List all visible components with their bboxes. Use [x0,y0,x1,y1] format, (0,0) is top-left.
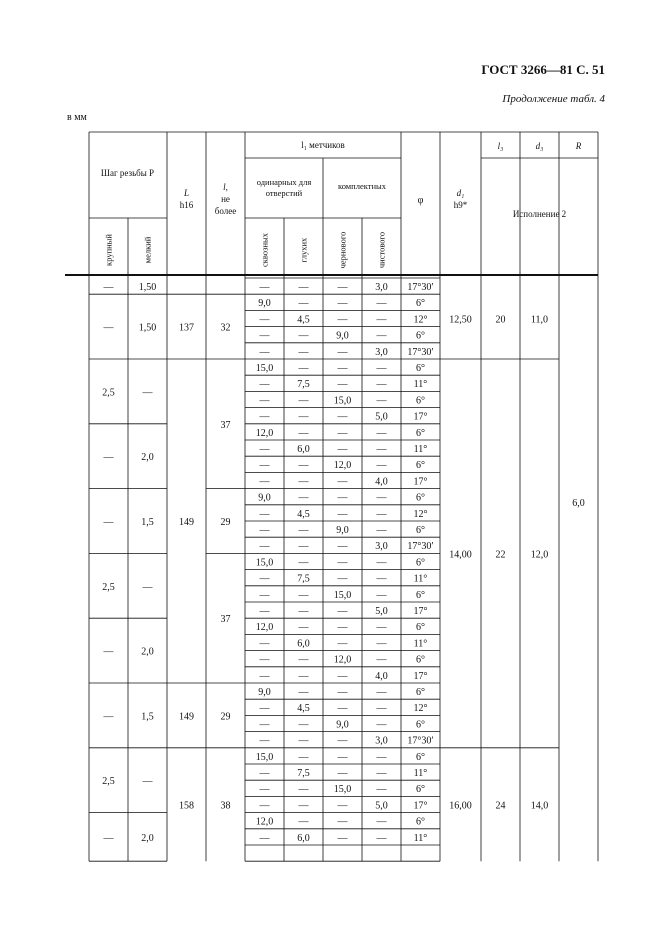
cell-finish: — [376,508,387,520]
cell-fine: 2,0 [141,646,154,658]
cell-through: — [259,346,270,358]
cell-phi: 6° [416,557,425,569]
l-header-2: не [221,194,230,204]
cell-blind: — [298,476,309,488]
page-title: ГОСТ 3266—81 С. 51 [481,62,605,77]
cell-finish: — [376,768,387,779]
cell-blind: — [298,622,309,634]
cell-rough: 15,0 [333,589,352,601]
complete-header: комплектных [338,181,386,191]
cell-through: — [259,541,270,553]
cell-blind: — [298,751,309,763]
cell-rough: — [337,751,348,763]
cell-through: — [259,735,270,747]
cell-through: — [259,411,270,423]
cell-finish: — [376,444,387,455]
cell-blind: — [298,460,309,472]
cell-blind: — [298,525,309,536]
cell-phi: 12° [413,508,428,520]
cell-through: — [259,395,270,407]
cell-finish: — [376,395,387,407]
cell-finish: — [376,363,387,374]
units-label: в мм [67,112,87,123]
cell-blind: — [298,346,309,358]
cell-through: 12,0 [255,427,274,439]
cell-phi: 17°30′ [407,541,434,553]
cell-finish: — [376,638,387,650]
cell-blind: — [298,654,309,666]
l-header: l, [223,182,228,192]
rough-header: чернового [337,231,348,269]
cell-phi: 17° [413,476,428,488]
cell-blind: — [298,687,309,698]
cell-finish: — [376,557,387,569]
cell-finish: — [376,816,387,828]
cell-blind: — [298,557,309,569]
cell-rough: — [337,411,348,423]
blind-header: глухих [298,237,309,263]
cell-phi: 6° [416,816,425,828]
cell-rough: — [337,816,348,828]
cell-rough: 15,0 [333,395,352,407]
cell-phi: 11° [413,832,428,844]
cell-finish: — [376,573,387,585]
cell-rough: — [337,557,348,569]
cell-coarse: — [103,322,114,334]
cell-through: — [259,525,270,536]
cell-blind: — [298,411,309,423]
cell-rough: — [337,492,348,504]
cell-rough: — [337,508,348,520]
cell-rough: — [337,573,348,585]
cell-rough: — [337,687,348,698]
d1-header: d₁ [456,188,465,198]
cell-through: — [259,784,270,796]
cell-l: 29 [220,517,231,528]
cell-phi: 6° [416,654,425,666]
cell-through: — [259,654,270,666]
cell-through: — [259,460,270,472]
cell-rough: — [337,606,348,617]
cell-blind: — [298,735,309,747]
pitch-group-header: Шаг резьбы P [100,168,155,178]
cell-rough: — [337,670,348,682]
cell-phi: 6° [416,427,425,439]
cell-blind: 6,0 [297,638,310,650]
cell-rough: — [337,346,348,358]
cell-coarse: 2,5 [102,387,115,399]
cell-l3: 24 [495,800,506,812]
cell-L: 149 [179,711,194,723]
cell-blind: — [298,670,309,682]
cell-finish: — [376,298,387,310]
cell-phi: 17° [413,606,428,617]
cell-phi: 6° [416,492,425,504]
d1-sub-header: h9* [453,200,468,210]
cell-through: — [259,379,270,391]
cell-finish: — [376,622,387,634]
cell-phi: 17°30′ [407,735,434,747]
cell-phi: 6° [416,330,425,342]
cell-finish: — [376,589,387,601]
cell-through: — [259,768,270,779]
cell-finish: — [376,719,387,731]
L-sub-header: h16 [179,200,194,210]
cell-finish: — [376,427,387,439]
cell-blind: — [298,492,309,504]
l1-group-header: l₁ метчиков [301,140,345,150]
cell-finish: — [376,784,387,796]
cell-rough: — [337,363,348,374]
cell-d1: 12,50 [449,314,472,326]
cell-d3: 11,0 [530,314,549,326]
cell-rough: 9,0 [336,719,349,731]
cell-phi: 12° [413,314,428,326]
cell-rough: 9,0 [336,525,349,536]
cell-finish: — [376,751,387,763]
cell-through: — [259,508,270,520]
cell-blind: 4,5 [297,703,310,715]
cell-finish: 4,0 [375,476,388,488]
cell-phi: 11° [413,768,428,779]
cell-through: — [259,314,270,326]
cell-phi: 11° [413,444,428,455]
cell-rough: — [337,832,348,844]
cell-rough: — [337,735,348,747]
cell-l: 38 [220,800,231,812]
cell-rough: 15,0 [333,784,352,796]
l-header-3: более [214,206,237,216]
fine-header: мелкий [142,236,153,264]
cell-l: 29 [220,711,231,723]
cell-rough: 9,0 [336,330,349,342]
cell-coarse: 2,5 [102,581,115,593]
cell-rough: — [337,427,348,439]
execution-header: Исполнение 2 [512,209,567,219]
cell-rough: 12,0 [333,654,352,666]
cell-fine: — [142,581,153,593]
cell-finish: — [376,525,387,536]
cell-l3: 20 [495,314,506,326]
cell-fine: — [142,387,153,399]
cell-blind: 4,5 [297,314,310,326]
cell-phi: 11° [413,379,428,391]
cell-fine: 1,5 [141,517,154,528]
cell-phi: 11° [413,638,428,650]
cell-rough: — [337,703,348,715]
cell-phi: 6° [416,687,425,698]
single-header-2: отверстий [265,188,303,198]
cell-coarse: — [103,646,114,658]
single-header: одинарных для [256,177,312,187]
cell-d1: 14,00 [449,549,472,561]
cell-coarse: — [103,517,114,528]
cell-phi: 6° [416,298,425,310]
cell-through: — [259,589,270,601]
cell-rough: — [337,768,348,779]
cell-blind: — [298,589,309,601]
cell-rough: — [337,379,348,391]
cell-fine: 1,50 [138,282,157,293]
cell-rough: — [337,638,348,650]
cell-l: 32 [220,322,231,334]
cell-phi: 11° [413,573,428,585]
cell-through: — [259,330,270,342]
cell-finish: — [376,460,387,472]
cell-phi: 6° [416,363,425,374]
cell-blind: 6,0 [297,444,310,455]
cell-coarse: — [103,282,114,293]
cell-rough: — [337,476,348,488]
cell-blind: — [298,719,309,731]
cell-blind: — [298,541,309,553]
cell-through: — [259,476,270,488]
cell-finish: — [376,330,387,342]
cell-finish: 5,0 [375,800,388,812]
cell-through: 15,0 [255,557,274,569]
cell-coarse: — [103,711,114,723]
cell-blind: 7,5 [297,768,310,779]
cell-through: — [259,282,270,293]
cell-d3: 12,0 [530,549,549,561]
cell-phi: 17°30′ [407,282,434,293]
R-header: R [575,141,582,151]
cell-finish: — [376,703,387,715]
cell-finish: 3,0 [375,541,388,553]
cell-L: 149 [179,517,194,528]
cell-R: 6,0 [572,497,585,509]
cell-fine: 2,0 [141,832,154,844]
cell-through: 9,0 [258,298,271,310]
cell-blind: — [298,298,309,310]
cell-blind: — [298,330,309,342]
through-header: сквозных [259,233,270,267]
l3-header: l₃ [497,141,504,151]
cell-d1: 16,00 [449,800,472,812]
cell-finish: — [376,379,387,391]
cell-l: 37 [220,419,231,431]
cell-finish: 5,0 [375,411,388,423]
cell-phi: 6° [416,751,425,763]
d3-header: d₃ [535,141,544,151]
cell-phi: 6° [416,784,425,796]
cell-through: — [259,670,270,682]
cell-rough: 12,0 [333,460,352,472]
cell-finish: — [376,492,387,504]
cell-through: 9,0 [258,492,271,504]
cell-rough: — [337,282,348,293]
cell-through: — [259,444,270,455]
coarse-header: крупный [103,234,114,266]
cell-blind: — [298,282,309,293]
cell-phi: 17° [413,411,428,423]
cell-coarse: — [103,452,114,464]
cell-rough: — [337,298,348,310]
cell-blind: — [298,784,309,796]
cell-through: — [259,719,270,731]
cell-blind: — [298,427,309,439]
cell-rough: — [337,444,348,455]
cell-l: 37 [220,614,231,626]
cell-finish: — [376,687,387,698]
cell-blind: — [298,800,309,812]
cell-through: — [259,800,270,812]
cell-finish: 4,0 [375,670,388,682]
cell-phi: 12° [413,703,428,715]
cell-phi: 17° [413,670,428,682]
cell-phi: 6° [416,460,425,472]
cell-blind: — [298,395,309,407]
cell-blind: 7,5 [297,379,310,391]
cell-coarse: 2,5 [102,776,115,788]
cell-d3: 14,0 [530,800,549,812]
cell-through: 15,0 [255,363,274,374]
cell-phi: 17° [413,800,428,812]
cell-phi: 17°30′ [407,346,434,358]
cell-through: — [259,703,270,715]
cell-fine: — [142,776,153,788]
cell-through: 12,0 [255,816,274,828]
cell-finish: — [376,654,387,666]
cell-through: — [259,638,270,650]
cell-finish: 3,0 [375,282,388,293]
cell-finish: 5,0 [375,606,388,617]
cell-L: 158 [179,800,194,812]
cell-finish: — [376,314,387,326]
table-continuation-note: Продолжение табл. 4 [502,93,605,105]
cell-finish: — [376,832,387,844]
cell-finish: 3,0 [375,735,388,747]
L-header: L [183,188,190,198]
cell-coarse: — [103,832,114,844]
cell-rough: — [337,314,348,326]
cell-phi: 6° [416,395,425,407]
phi-header: φ [417,195,424,206]
cell-through: 15,0 [255,751,274,763]
cell-l3: 22 [495,549,506,561]
cell-through: — [259,832,270,844]
cell-fine: 1,50 [138,322,157,334]
cell-blind: 7,5 [297,573,310,585]
cell-blind: 4,5 [297,508,310,520]
cell-blind: 6,0 [297,832,310,844]
cell-rough: — [337,622,348,634]
cell-rough: — [337,541,348,553]
cell-blind: — [298,363,309,374]
cell-phi: 6° [416,525,425,536]
cell-rough: — [337,800,348,812]
cell-blind: — [298,816,309,828]
cell-through: 12,0 [255,622,274,634]
cell-finish: 3,0 [375,346,388,358]
cell-blind: — [298,606,309,617]
cell-phi: 6° [416,719,425,731]
cell-fine: 2,0 [141,452,154,464]
cell-through: — [259,606,270,617]
cell-phi: 6° [416,622,425,634]
cell-through: 9,0 [258,687,271,698]
cell-phi: 6° [416,589,425,601]
cell-through: — [259,573,270,585]
finish-header: чистового [376,231,387,269]
cell-fine: 1,5 [141,711,154,723]
cell-L: 137 [179,322,194,334]
